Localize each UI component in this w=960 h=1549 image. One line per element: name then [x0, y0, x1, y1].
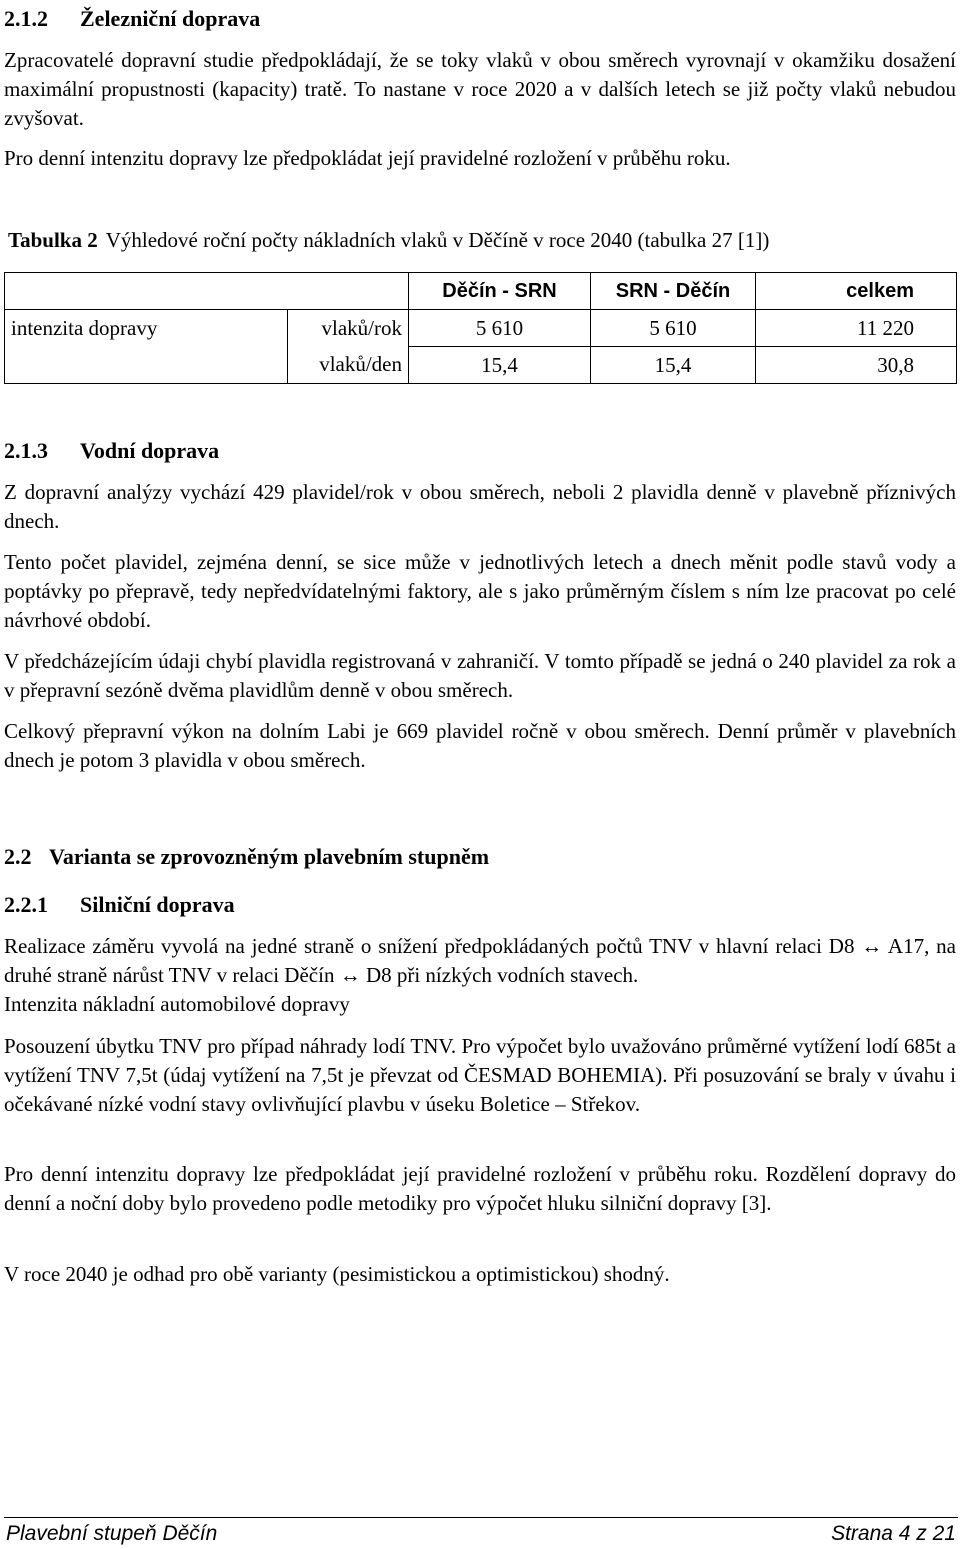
table-unit-cell: vlaků/rok — [288, 310, 409, 347]
section-title: Železniční doprava — [80, 6, 261, 31]
table-row — [5, 347, 957, 384]
section-number: 2.1.2 — [4, 6, 48, 31]
section-heading-22 — [4, 844, 489, 870]
table-header-cell: celkem — [756, 273, 957, 310]
paragraph: Intenzita nákladní automobilové dopravy — [4, 992, 350, 1016]
table-header-cell: Děčín - SRN — [409, 273, 591, 310]
table-row-label: intenzita dopravy — [5, 310, 288, 347]
section-heading-212 — [4, 6, 260, 32]
paragraph: V roce 2040 je odhad pro obě varianty (pesimistickou a optimistickou) shodný. — [4, 1262, 670, 1286]
table-cell: 30,8 — [756, 347, 957, 384]
section-heading-221 — [4, 892, 235, 918]
paragraph: Z dopravní analýzy vychází 429 plavidel/rok v obou směrech, neboli 2 plavidla denně v plavebně příznivých dnech. — [4, 480, 956, 533]
paragraph: Realizace záměru vyvolá na jedné straně o snížení předpokládaných počtů TNV v hlavní relaci D8 ↔ A17, na druhé straně nárůst TNV v relaci Děčín ↔ D8 při nízkých vodních stavech. — [4, 934, 956, 987]
table-caption-label: Tabulka 2 — [8, 228, 98, 252]
section-title: Varianta se zprovozněným plavebním stupněm — [49, 844, 490, 869]
table-cell: 15,4 — [591, 347, 756, 384]
paragraph: Pro denní intenzitu dopravy lze předpokládat její pravidelné rozložení v průběhu roku. — [4, 146, 731, 170]
table-header-empty — [5, 273, 409, 310]
table-header-cell: SRN - Děčín — [591, 273, 756, 310]
table-unit-cell: vlaků/den — [288, 347, 409, 384]
section-heading-213 — [4, 438, 219, 464]
table-cell: 11 220 — [756, 310, 957, 347]
section-number: 2.2 — [4, 844, 32, 869]
section-number: 2.2.1 — [4, 892, 48, 917]
paragraph: V předcházejícím údaji chybí plavidla registrovaná v zahraničí. V tomto případě se jedná o 240 plavidel za rok a v přepravní sezóně dvěma plavidlům denně v obou směrech. — [4, 649, 956, 702]
train-counts-table — [4, 272, 957, 384]
paragraph: Pro denní intenzitu dopravy lze předpokládat její pravidelné rozložení v průběhu roku. Rozdělení dopravy do denní a noční doby bylo provedeno podle metodiky pro výpočet hluku silniční dopravy [3]. — [4, 1162, 956, 1215]
paragraph: Celkový přepravní výkon na dolním Labi je 669 plavidel ročně v obou směrech. Denní průměr v plavebních dnech je potom 3 plavidla v obou směrech. — [4, 719, 956, 772]
section-number: 2.1.3 — [4, 438, 48, 463]
table-cell: 5 610 — [591, 310, 756, 347]
footer-page-number: Strana 4 z 21 — [831, 1522, 956, 1545]
table-row — [5, 310, 957, 347]
paragraph: Posouzení úbytku TNV pro případ náhrady lodí TNV. Pro výpočet bylo uvažováno průměrné vytížení lodí 685t a vytížení TNV 7,5t (údaj vytížení na 7,5t je převzat od ČESMAD BOHEMIA). Při posuzování se braly v úvahu i očekávané nízké vodní stavy ovlivňující plavbu v úseku Boletice – Střekov. — [4, 1034, 956, 1116]
table-caption-text: Výhledové roční počty nákladních vlaků v Děčíně v roce 2040 (tabulka 27 [1]) — [105, 228, 770, 252]
footer-divider — [4, 1517, 958, 1518]
paragraph: Tento počet plavidel, zejména denní, se sice může v jednotlivých letech a dnech měnit podle stavů vody a poptávky po přepravě, tedy nepředvídatelnými faktory, ale s jako průměrným číslem s ním lze pracovat po celé návrhové období. — [4, 550, 956, 632]
footer-document-title: Plavební stupeň Děčín — [6, 1522, 218, 1545]
section-title: Silniční doprava — [80, 892, 235, 917]
table-caption — [8, 228, 769, 253]
table-header-row — [5, 273, 957, 310]
paragraph: Zpracovatelé dopravní studie předpokládají, že se toky vlaků v obou směrech vyrovnají v okamžiku dosažení maximální propustnosti (kapacity) tratě. To nastane v roce 2020 a v dalších letech se již počty vlaků nebudou zvyšovat. — [4, 48, 956, 130]
table-cell: 15,4 — [409, 347, 591, 384]
section-title: Vodní doprava — [80, 438, 220, 463]
table-row-label-empty — [5, 347, 288, 384]
table-cell: 5 610 — [409, 310, 591, 347]
